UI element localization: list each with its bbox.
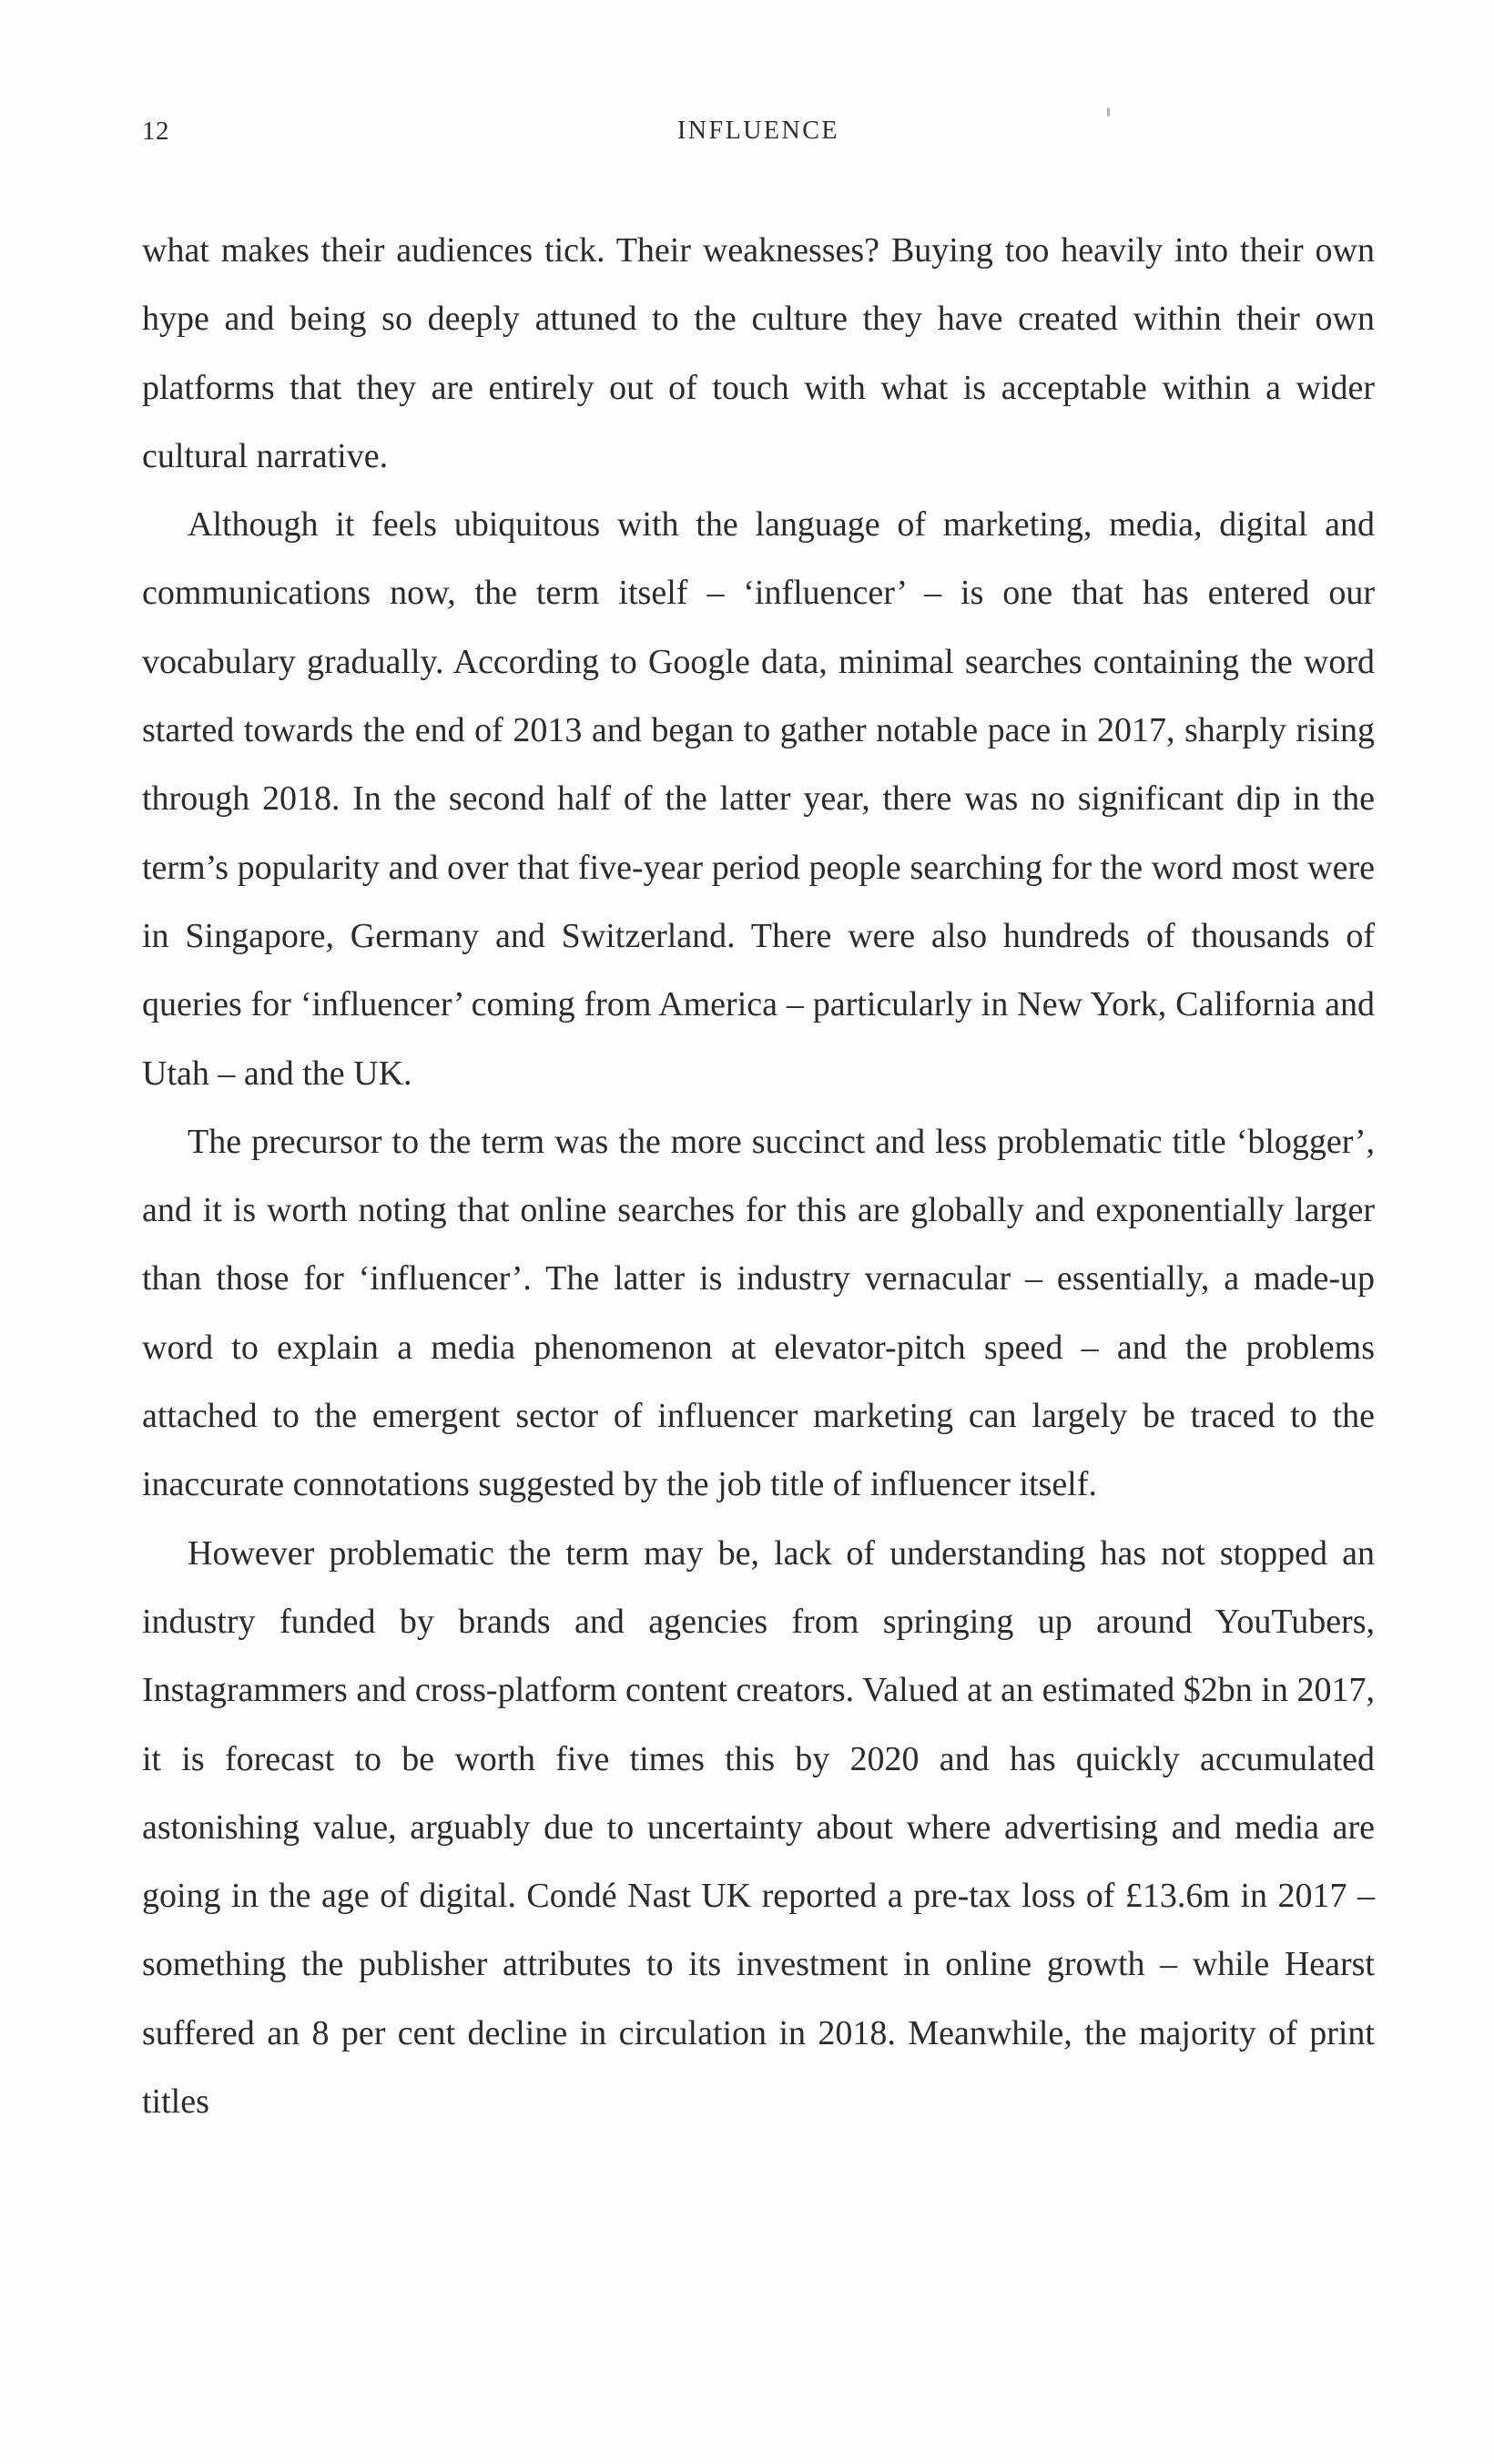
running-title: INFLUENCE xyxy=(676,117,840,145)
page-number: 12 xyxy=(142,117,169,146)
paragraph: Although it feels ubiquitous with the language of marketing, media, digital and communications now, the term itself – ‘influencer’ – is one that has entered our vocabulary gradually. According to Google data, minimal searches containing the word started towards the end of 2013 and began to gather notable pace in 2017, sharply rising through 2018. In the second half of the latter year, there was no significant dip in the term’s popularity and over that five-year period people searching for the word most were in Singapore, Germany and Switzerland. There were also hundreds of thousands of queries for ‘influencer’ coming from America – particularly in New York, California and Utah – and the UK. xyxy=(142,505,1375,1093)
paragraph: The precursor to the term was the more succinct and less problematic title ‘blogger’, and it is worth noting that online searches for this are globally and exponentially larger than those for ‘influencer’. The latter is industry vernacular – essentially, a made-up word to explain a media phenomenon at elevator-pitch speed – and the problems attached to the emergent sector of influencer marketing can largely be traced to the inaccurate connotations suggested by the job title of influencer itself. xyxy=(142,1122,1375,1504)
scan-speck xyxy=(1107,107,1110,117)
paragraph: However problematic the term may be, lack of understanding has not stopped an industry funded by brands and agencies from springing up around YouTubers, Instagrammers and cross-platform content creators. Valued at an estimated $2bn in 2017, it is forecast to be worth five times this by 2020 and has quickly accumulated astonishing value, arguably due to uncertainty about where advertising and media are going in the age of digital. Condé Nast UK reported a pre-tax loss of £13.6m in 2017 – something the publisher attributes to its investment in online growth – while Hearst suffered an 8 per cent decline in circulation in 2018. Meanwhile, the majority of print titles xyxy=(142,1533,1375,2122)
paragraph-continued: what makes their audiences tick. Their weaknesses? Buying too heavily into their own hype and being so deeply attuned to the culture they have created within their own platforms that they are entirely out of touch with what is acceptable within a wider cultural narrative. xyxy=(142,231,1375,475)
body-text xyxy=(142,217,1375,2136)
running-head xyxy=(142,117,1375,153)
